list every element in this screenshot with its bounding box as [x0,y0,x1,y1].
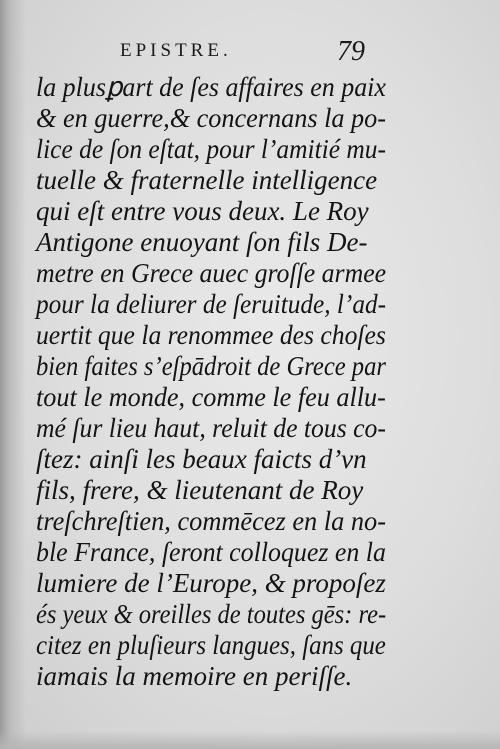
text-line: & en guerre,& concernans la po- [36,103,386,133]
text-line: és yeux & oreilles de toutes gēs: re- [36,599,387,629]
text-line: iamais la memoire en periſſe. [36,661,353,691]
text-line: tuelle & fraternelle intelligence [36,165,378,195]
text-line: lumiere de l’Europe, & propoſez [36,568,386,598]
text-line: Antigone enuoyant ſon fils De- [36,227,368,257]
text-line: bien faites s’eſpādroit de Grece par [36,351,386,381]
body-text [36,72,386,692]
text-line: pour la deliurer de ſeruitude, l’ad- [36,289,387,319]
text-line: qui eſt entre vous deux. Le Roy [36,196,369,226]
text-line: citez en pluſieurs langues, ſans que [36,630,386,660]
text-line: la plusꝑart de ſes affaires en paix [36,72,386,102]
text-line: treſchreſtien, commēcez en la no- [36,506,387,536]
text-line: ſtez: ainſi les beaux faicts d’vn [36,444,367,474]
page-number: 79 [337,36,365,67]
bottom-edge-shadow [0,731,500,749]
text-line: metre en Grece auec groſſe armee [36,258,387,288]
running-head: EPISTRE. [120,40,232,61]
text-line: fils, frere, & lieutenant de Roy [36,475,364,505]
gutter-shadow [0,0,26,749]
text-line: lice de ſon eſtat, pour l’amitié mu- [36,134,387,164]
text-line: mé ſur lieu haut, reluit de tous co- [36,413,386,443]
text-line: ble France, ſeront colloquez en la [36,537,386,567]
text-line: tout le monde, comme le feu allu- [36,382,386,412]
text-line: uertit que la renommee des choſes [36,320,386,350]
